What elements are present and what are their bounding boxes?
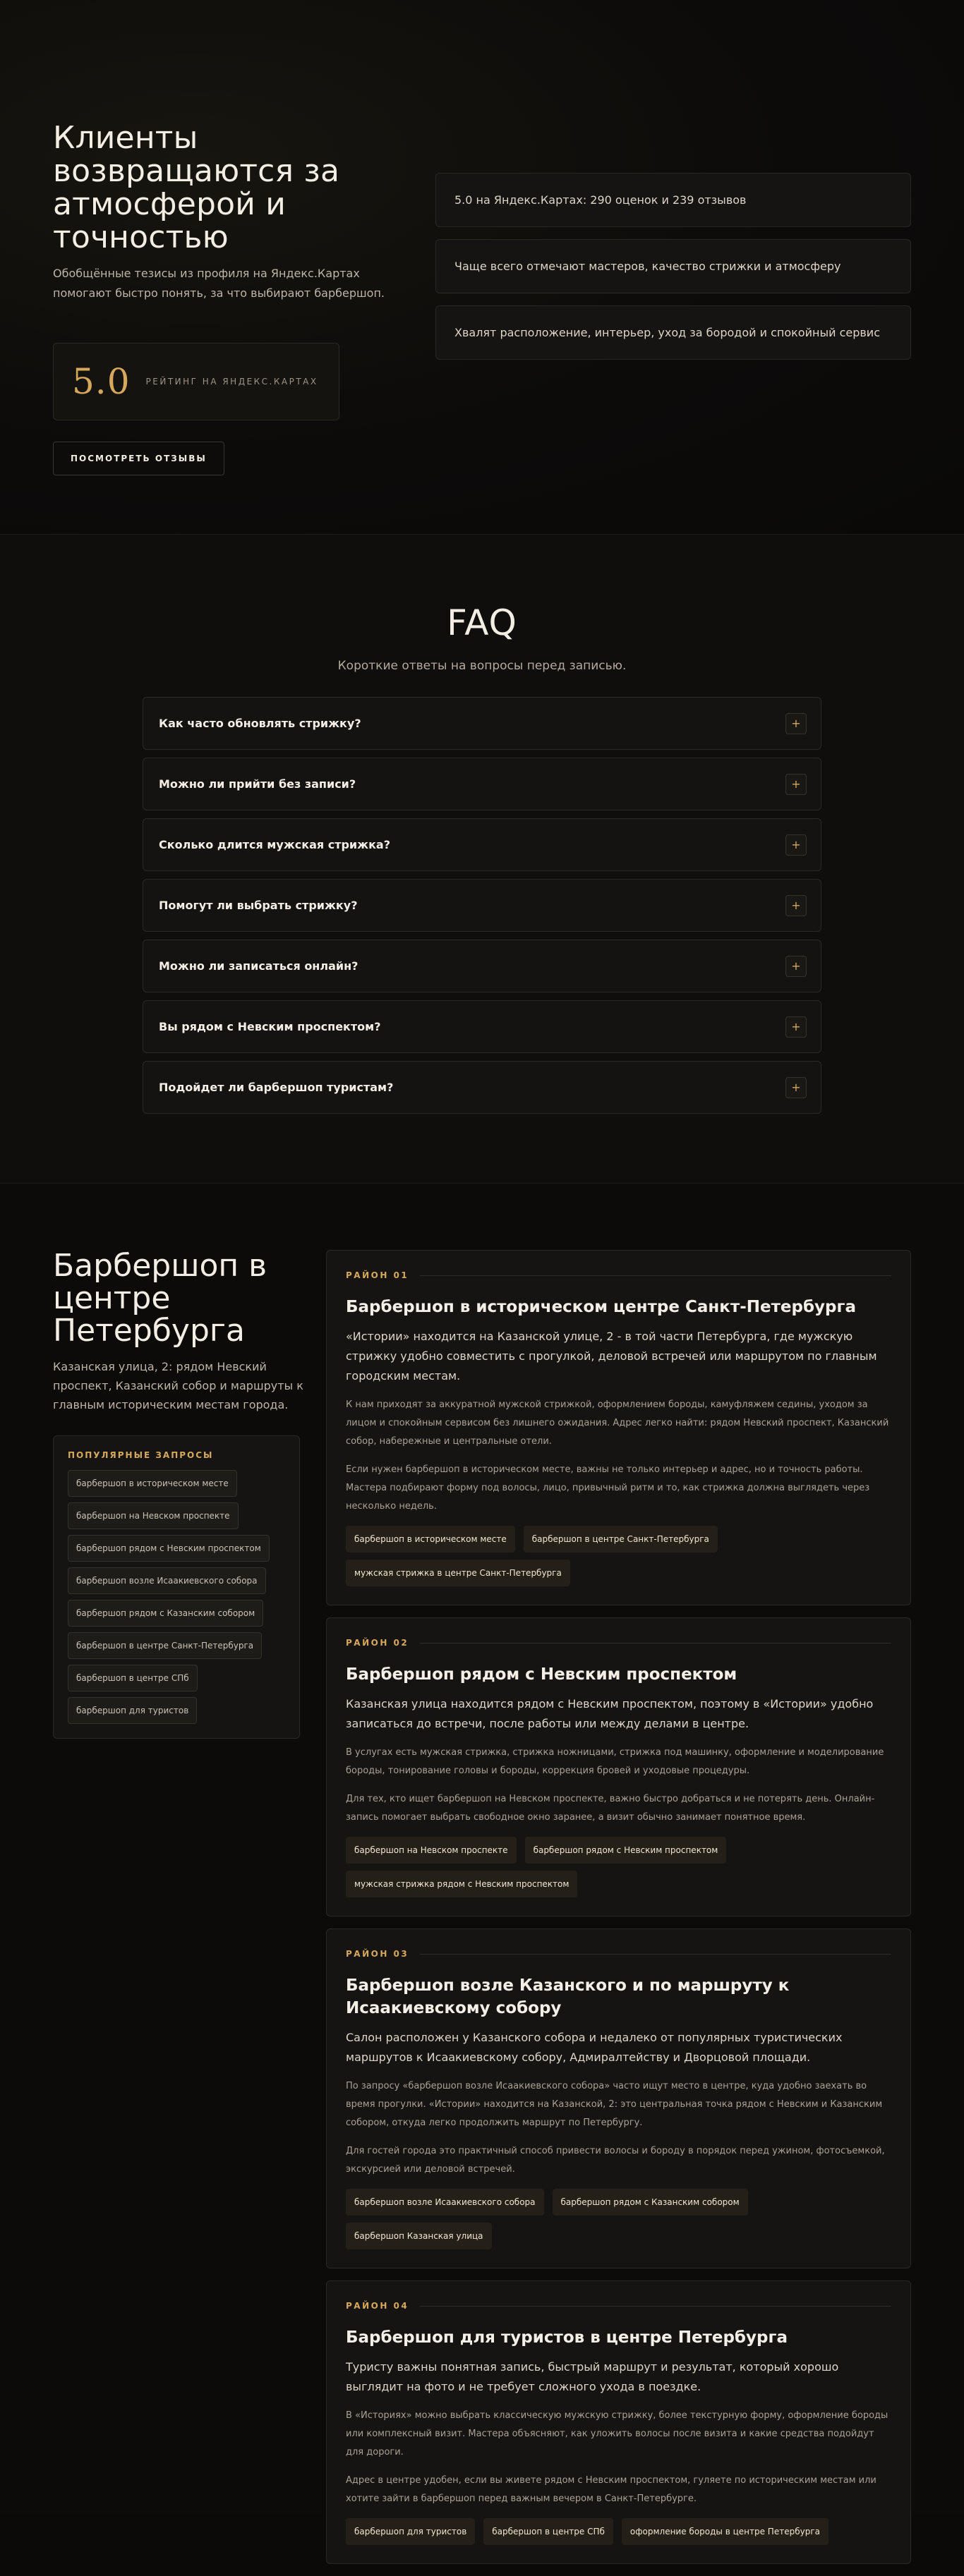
district-lead: «Истории» находится на Казанской улице, 2 - в той части Петербурга, где мужскую стрижку удобно совместить с прогулкой, деловой встречей или маршрутом по главным городским местам.: [346, 1330, 877, 1383]
faq-item[interactable]: [143, 1000, 821, 1053]
district-tags: [346, 1837, 891, 1897]
district-tag[interactable]: барбершоп в историческом месте: [346, 1526, 515, 1553]
district-title: Барбершоп для туристов в центре Петербурга: [346, 2328, 788, 2347]
faq-question: Как часто обновлять стрижку?: [159, 717, 361, 730]
district-label-row: [346, 1949, 891, 1959]
faq-question: Можно ли записаться онлайн?: [159, 959, 359, 973]
plus-icon[interactable]: +: [785, 1077, 807, 1098]
districts-subtitle: Казанская улица, 2: рядом Невский проспект, Казанский собор и маршруты к главным историческим местам города.: [53, 1360, 303, 1411]
rating-box: [53, 343, 339, 420]
district-label-row: [346, 2301, 891, 2311]
review-card: 5.0 на Яндекс.Картах: 290 оценок и 239 отзывов: [435, 173, 911, 227]
district-tag[interactable]: оформление бороды в центре Петербурга: [622, 2518, 829, 2545]
divider: [420, 1275, 891, 1276]
reviews-subtitle: Обобщённые тезисы из профиля на Яндекс.Картах помогают быстро понять, за что выбирают барбершоп.: [53, 267, 385, 300]
district-title: Барбершоп возле Казанского и по маршруту к Исаакиевскому собору: [346, 1976, 790, 2017]
plus-icon[interactable]: +: [785, 895, 807, 916]
rating-value: 5.0: [72, 361, 131, 402]
popular-query-tag[interactable]: барбершоп рядом с Невским проспектом: [68, 1535, 270, 1562]
district-label-row: [346, 1638, 891, 1648]
popular-query-tag[interactable]: барбершоп для туристов: [68, 1697, 197, 1724]
district-tag[interactable]: барбершоп на Невском проспекте: [346, 1837, 517, 1864]
review-card: Чаще всего отмечают мастеров, качество стрижки и атмосферу: [435, 239, 911, 293]
district-paragraph: Если нужен барбершоп в историческом месте, важны не только интерьер и адрес, но и точность работы. Мастера подбирают форму под волосы, лицо, привычный ритм и то, как стрижка должна выглядеть через несколько недель.: [346, 1464, 870, 1512]
district-label-row: [346, 1270, 891, 1280]
district-label: РАЙОН 03: [346, 1949, 409, 1959]
popular-query-tag[interactable]: барбершоп на Невском проспекте: [68, 1502, 239, 1529]
faq-item[interactable]: [143, 697, 821, 750]
plus-icon[interactable]: +: [785, 834, 807, 856]
district-tag[interactable]: мужская стрижка в центре Санкт-Петербурга: [346, 1560, 570, 1586]
plus-icon[interactable]: +: [785, 956, 807, 977]
district-cards: [326, 1250, 911, 2576]
district-tag[interactable]: барбершоп рядом с Казанским собором: [553, 2189, 748, 2216]
district-paragraph: Для тех, кто ищет барбершоп на Невском проспекте, важно быстро добраться и не потерять день. Онлайн-запись помогает выбрать свободное окно заранее, а визит обычно занимает понятное время.: [346, 1794, 875, 1823]
district-tag[interactable]: барбершоп Казанская улица: [346, 2223, 492, 2249]
district-tag[interactable]: барбершоп в центре Санкт-Петербурга: [524, 1526, 718, 1553]
district-paragraph: В услугах есть мужская стрижка, стрижка ножницами, стрижка под машинку, оформление и моделирование бороды, тонирование головы и бороды, коррекция бровей и уходовые процедуры.: [346, 1747, 884, 1776]
popular-query-tag[interactable]: барбершоп возле Исаакиевского собора: [68, 1567, 266, 1594]
faq-list: [143, 697, 821, 1122]
faq-item[interactable]: [143, 879, 821, 932]
faq-question: Вы рядом с Невским проспектом?: [159, 1020, 381, 1033]
plus-icon[interactable]: +: [785, 1016, 807, 1038]
faq-question: Можно ли прийти без записи?: [159, 777, 356, 791]
view-reviews-button[interactable]: ПОСМОТРЕТЬ ОТЗЫВЫ: [53, 442, 224, 475]
district-tags: [346, 2518, 891, 2545]
popular-query-tag[interactable]: барбершоп в историческом месте: [68, 1470, 237, 1497]
district-paragraph: По запросу «барбершоп возле Исаакиевского собора» часто ищут место в центре, куда удобно заехать во время прогулки. «Истории» находится на Казанской, 2: это центральная точка рядом с Невским и Казанским собором, откуда легко продолжить маршрут по Петербургу.: [346, 2081, 883, 2128]
district-card: [326, 2280, 911, 2564]
plus-icon[interactable]: +: [785, 774, 807, 795]
popular-queries-title: ПОПУЛЯРНЫЕ ЗАПРОСЫ: [68, 1450, 214, 1460]
faq-section: [0, 535, 964, 1184]
faq-item[interactable]: [143, 758, 821, 810]
district-lead: Туристу важны понятная запись, быстрый маршрут и результат, который хорошо выглядит на фото и не требует сложного ухода в поездке.: [346, 2360, 839, 2393]
faq-title: FAQ: [447, 602, 517, 643]
district-paragraph: Для гостей города это практичный способ привести волосы и бороду в порядок перед ужином, фотосъемкой, экскурсией или деловой встречей.: [346, 2146, 885, 2175]
district-lead: Казанская улица находится рядом с Невским проспектом, поэтому в «Истории» удобно записаться до встречи, после работы или между делами в центре.: [346, 1697, 874, 1730]
district-lead: Салон расположен у Казанского собора и недалеко от популярных туристических маршрутов к Исаакиевскому собору, Адмиралтейству и Дворцовой площади.: [346, 2031, 843, 2064]
divider: [420, 1643, 891, 1644]
review-card: Хвалят расположение, интерьер, уход за бородой и спокойный сервис: [435, 305, 911, 360]
reviews-intro: [53, 121, 420, 475]
district-label: РАЙОН 01: [346, 1270, 409, 1280]
district-tags: [346, 1526, 891, 1586]
faq-question: Подойдет ли барбершоп туристам?: [159, 1081, 394, 1094]
district-tag[interactable]: барбершоп возле Исаакиевского собора: [346, 2189, 544, 2216]
popular-query-tag[interactable]: барбершоп рядом с Казанским собором: [68, 1600, 263, 1627]
district-tag[interactable]: мужская стрижка рядом с Невским проспектом: [346, 1871, 577, 1897]
district-label: РАЙОН 04: [346, 2301, 409, 2311]
faq-question: Сколько длится мужская стрижка?: [159, 838, 390, 851]
districts-section: [0, 1184, 964, 2536]
district-title: Барбершоп в историческом центре Санкт-Петербурга: [346, 1298, 857, 1316]
review-highlights: [435, 173, 911, 372]
popular-query-tag[interactable]: барбершоп в центре СПб: [68, 1665, 198, 1691]
divider: [420, 1954, 891, 1955]
faq-item[interactable]: [143, 818, 821, 871]
district-label: РАЙОН 02: [346, 1638, 409, 1648]
district-tags: [346, 2189, 891, 2249]
district-paragraph: В «Историях» можно выбрать классическую мужскую стрижку, более текстурную форму, оформление бороды или комплексный визит. Мастера объясняют, как уложить волосы после визита и какие средства подойдут для дороги.: [346, 2410, 888, 2457]
district-card: [326, 1250, 911, 1605]
reviews-title: Клиенты возвращаются за атмосферой и точностью: [53, 120, 340, 255]
faq-item[interactable]: [143, 1061, 821, 1114]
district-paragraph: К нам приходят за аккуратной мужской стрижкой, оформлением бороды, камуфляжем седины, уходом за лицом и спокойным сервисом без лишнего ожидания. Адрес легко найти: рядом Невский проспект, Казанский собор, набережные и центральные отели.: [346, 1399, 889, 1447]
district-tag[interactable]: барбершоп рядом с Невским проспектом: [525, 1837, 727, 1864]
district-tag[interactable]: барбершоп в центре СПб: [483, 2518, 613, 2545]
faq-header: [0, 535, 964, 673]
district-card: [326, 1928, 911, 2268]
faq-subtitle: Короткие ответы на вопросы перед записью.: [337, 659, 627, 673]
district-card: [326, 1617, 911, 1916]
district-paragraph: Адрес в центре удобен, если вы живете рядом с Невским проспектом, гуляете по историческим местам или хотите зайти в барбершоп перед важным вечером в Санкт-Петербурге.: [346, 2475, 876, 2504]
faq-question: Помогут ли выбрать стрижку?: [159, 899, 358, 912]
district-tag[interactable]: барбершоп для туристов: [346, 2518, 475, 2545]
divider: [420, 2306, 891, 2307]
faq-item[interactable]: [143, 940, 821, 992]
rating-label: РЕЙТИНГ НА ЯНДЕКС.КАРТАХ: [145, 377, 318, 387]
popular-queries: [53, 1435, 300, 1739]
districts-intro: [53, 1250, 307, 1739]
district-title: Барбершоп рядом с Невским проспектом: [346, 1665, 737, 1684]
reviews-section: [0, 0, 964, 535]
popular-query-tag[interactable]: барбершоп в центре Санкт-Петербурга: [68, 1632, 262, 1659]
plus-icon[interactable]: +: [785, 713, 807, 734]
districts-title: Барбершоп в центре Петербурга: [53, 1248, 267, 1349]
